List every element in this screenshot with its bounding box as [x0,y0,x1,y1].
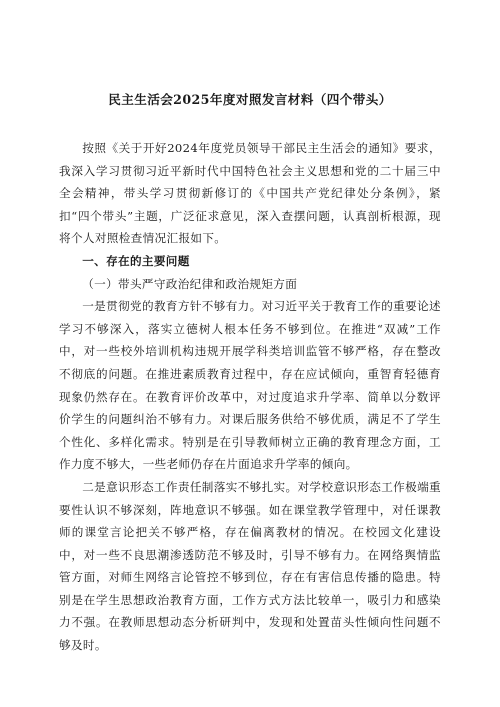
body-paragraph-2: 二是意识形态工作责任制落实不够扎实。对学校意识形态工作极端重要性认识不够深刻，阵地意识不够强。如在课堂教学管理中，对任课教师的课堂言论把关不够严格，存在偏离教材的情况。在校园文化建设中，对一些不良思潮渗透防范不够及时，引导不够有力。在网络舆情监管方面，对师生网络言论管控不够到位，存在有害信息传播的隐患。特别是在学生思想政治教育方面，工作方式方法比较单一，吸引力和感染力不强。在教师思想动态分析研判中，发现和处置苗头性倾向性问题不够及时。 [59,479,441,653]
subsection-heading: （一）带头严守政治纪律和政治规矩方面 [82,276,298,291]
document-body [59,137,441,657]
body-paragraph-1: 一是贯彻党的教育方针不够有力。对习近平关于教育工作的重要论述学习不够深入，落实立德树人根本任务不够到位。在推进“双减”工作中，对一些校外培训机构违规开展学科类培训监管不够严格，存在整改不彻底的问题。在推进素质教育过程中，存在应试倾向，重智育轻德育现象仍然存在。在教育评价改革中，对过度追求升学率、简单以分数评价学生的问题纠治不够有力。对课后服务供给不够优质，满足不了学生个性化、多样化需求。特别是在引导教师树立正确的教育理念方面，工作力度不够大，一些老师仍存在片面追求升学率的倾向。 [59,299,441,472]
section-heading: 一、存在的主要问题 [82,253,190,268]
document-title: 民主生活会2025年度对照发言材料（四个带头） [108,92,392,107]
intro-paragraph: 按照《关于开好2024年度党员领导干部民主生活会的通知》要求，我深入学习贯彻习近平新时代中国特色社会主义思想和党的二十届三中全会精神，带头学习贯彻新修订的《中国共产党纪律处分条例》，紧扣“四个带头”主题，广泛征求意见，深入查摆问题，认真剖析根源，现将个人对照检查情况汇报如下。 [59,141,441,246]
